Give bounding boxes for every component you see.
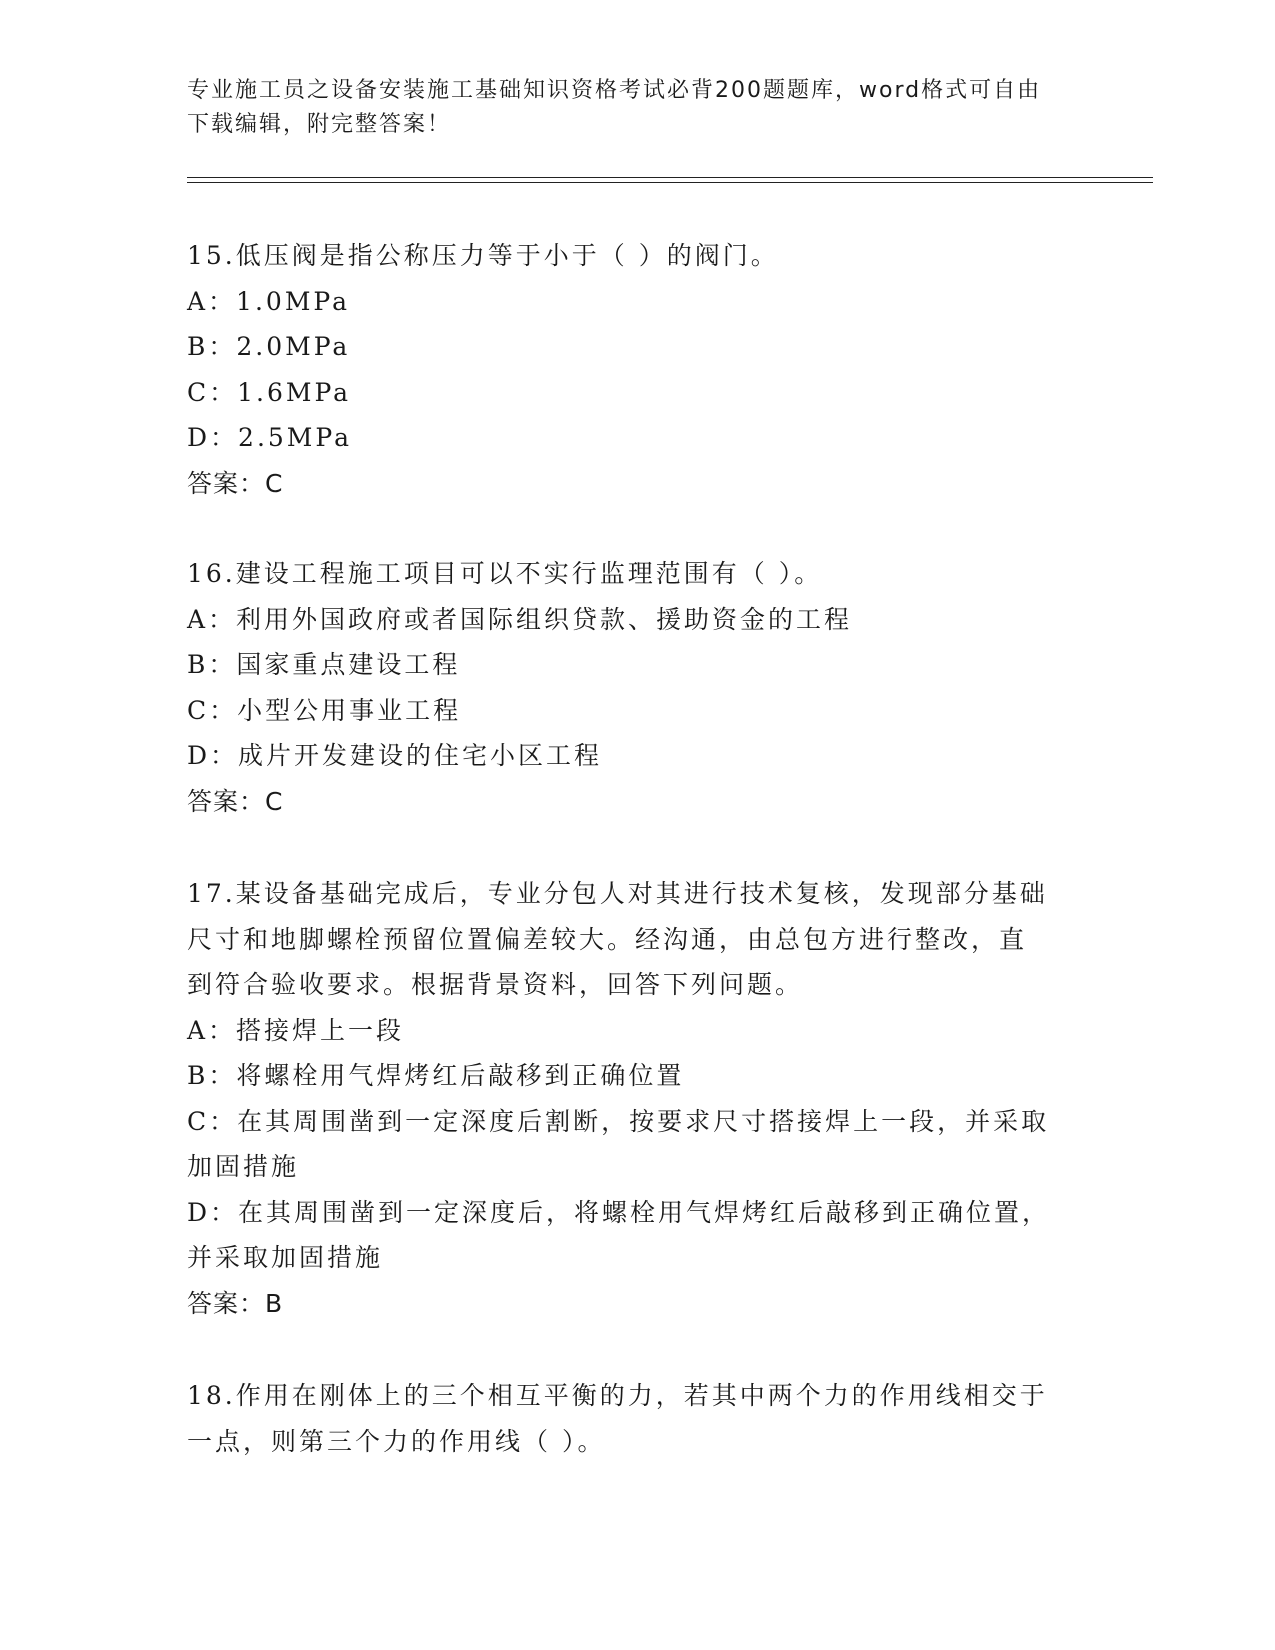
question-stem-line-1: 17.某设备基础完成后，专业分包人对其进行技术复核，发现部分基础 (187, 879, 1048, 908)
option-d: D：成片开发建设的住宅小区工程 (187, 741, 603, 770)
option-c: C：1.6MPa (187, 377, 352, 407)
option-b: B：2.0MPa (187, 332, 351, 361)
option-b: B：将螺栓用气焊烤红后敲移到正确位置 (187, 1061, 685, 1090)
header-line-1: 专业施工员之设备安装施工基础知识资格考试必背200题题库，word格式可自由 (187, 78, 1042, 103)
option-c-line-1: C：在其周围凿到一定深度后割断，按要求尺寸搭接焊上一段，并采取 (187, 1106, 1050, 1136)
question-18 (187, 1373, 1067, 1464)
option-b: B：国家重点建设工程 (187, 650, 461, 679)
option-a: A：利用外国政府或者国际组织贷款、援助资金的工程 (187, 604, 853, 634)
question-stem-line-3: 到符合验收要求。根据背景资料，回答下列问题。 (187, 970, 804, 999)
answer: 答案：C (187, 468, 284, 498)
option-c: C：小型公用事业工程 (187, 695, 462, 725)
question-15 (187, 233, 1067, 506)
header-rule-top (187, 177, 1153, 178)
question-stem-line-1: 18.作用在刚体上的三个相互平衡的力，若其中两个力的作用线相交于 (187, 1381, 1048, 1410)
option-c-line-2: 加固措施 (187, 1152, 300, 1181)
option-a: A：1.0MPa (187, 286, 351, 316)
answer: 答案：C (187, 786, 284, 816)
answer: 答案：B (187, 1288, 284, 1318)
question-17 (187, 871, 1067, 1326)
header-rule-bottom (187, 182, 1153, 183)
option-d-line-2: 并采取加固措施 (187, 1243, 384, 1272)
question-stem-line-2: 尺寸和地脚螺栓预留位置偏差较大。经沟通，由总包方进行整改，直 (187, 924, 1028, 954)
header-line-2: 下载编辑，附完整答案！ (187, 112, 452, 137)
option-d: D：2.5MPa (187, 423, 353, 452)
question-stem: 16.建设工程施工项目可以不实行监理范围有（ ）。 (187, 559, 823, 588)
option-a: A：搭接焊上一段 (187, 1015, 405, 1045)
document-header (187, 74, 1067, 142)
option-d-line-1: D：在其周围凿到一定深度后，将螺栓用气焊烤红后敲移到正确位置， (187, 1197, 1051, 1227)
question-stem-line-2: 一点，则第三个力的作用线（ ）。 (187, 1426, 606, 1456)
question-stem: 15.低压阀是指公称压力等于小于（ ）的阀门。 (187, 241, 779, 270)
question-16 (187, 551, 1067, 824)
